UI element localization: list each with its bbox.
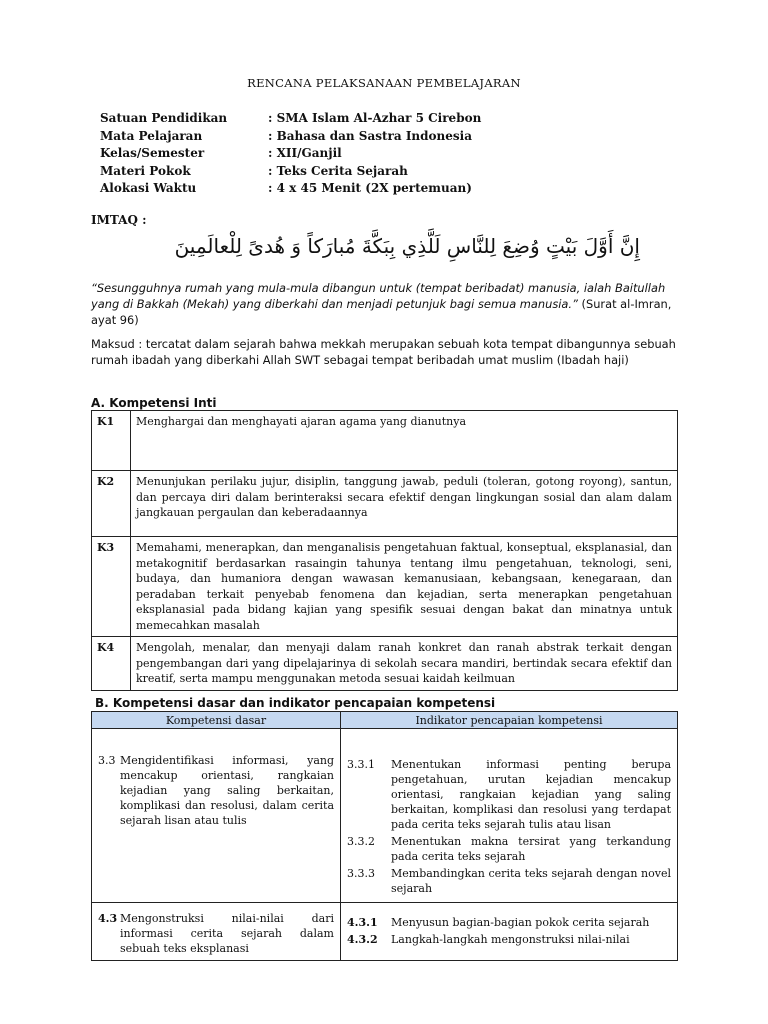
indicator-item [347, 932, 671, 947]
indicator-number: 3.3.2 [347, 835, 375, 848]
imtaq-label: IMTAQ : [91, 213, 147, 227]
ki-code: K4 [92, 637, 131, 691]
table-row [92, 903, 678, 961]
meta-row [100, 164, 481, 182]
table-header-row [92, 712, 678, 729]
arabic-verse: إِنَّ أَوَّلَ بَيْتٍ وُضِعَ لِلنَّاسِ لَلَّذِي بِبَكَّةَ مُبارَكاً وَ هُدىً لِلْعالَمِينَ [174, 234, 640, 258]
meta-label: Mata Pelajaran [100, 128, 203, 143]
indicator-cell [341, 729, 678, 903]
meta-value: : 4 x 45 Menit (2X pertemuan) [268, 181, 472, 195]
meta-value: : XII/Ganjil [268, 146, 342, 160]
indicator-item [347, 915, 671, 930]
meta-value: : Teks Cerita Sejarah [268, 163, 408, 178]
indicator-item [347, 757, 671, 832]
ki-code: K3 [92, 537, 131, 637]
indicator-item [347, 866, 671, 896]
kd-text: Mengonstruksi nilai-nilai dari informasi cerita sejarah dalam sebuah teks eksplanasi [120, 912, 334, 955]
kompetensi-inti-table [91, 410, 678, 691]
ki-text: Menunjukan perilaku jujur, disiplin, tanggung jawab, peduli (toleran, gotong royong), santun, dan percaya diri dalam berinteraksi secara efektif dengan lingkungan sosial dan alam dalam jangkauan pergaulan dan keberadaannya [131, 471, 678, 537]
meta-row [100, 146, 481, 164]
meta-label: Kelas/Semester [100, 146, 205, 160]
meta-row [100, 129, 481, 147]
indicator-text: Menentukan informasi penting berupa pengetahuan, urutan kejadian mencakup orientasi, rangkaian kejadian yang saling berkaitan, komplikasi dan resolusi yang terdapat pada cerita teks sejarah tulis atau lisan [391, 758, 671, 831]
indicator-item [347, 834, 671, 864]
verse-translation [91, 280, 681, 328]
maksud-paragraph: Maksud : tercatat dalam sejarah bahwa mekkah merupakan sebuah kota tempat dibangunnya sebuah rumah ibadah yang diberkahi Allah SWT sebagai tempat beribadah umat muslim (Ibadah haji) [91, 337, 676, 367]
kd-item [98, 911, 334, 956]
section-b-heading: B. Kompetensi dasar dan indikator pencapaian kompetensi [95, 696, 496, 710]
meta-value: : SMA Islam Al-Azhar 5 Cirebon [268, 111, 482, 125]
table-row [92, 471, 678, 537]
indicator-cell [341, 903, 678, 961]
ki-text: Memahami, menerapkan, dan menganalisis pengetahuan faktual, konseptual, eksplanasial, dan metakognitif berdasarkan rasaingin tahunya tentang ilmu pengetahuan, teknologi, seni, budaya, dan humaniora dengan wawasan kemanusiaan, kebangsaan, kenegaraan, dan peradaban terkait penyebab fenomena dan kejadian, serta menerapkan pengetahuan eksplanasial pada bidang kajian yang spesifik sesuai dengan bakat dan minatnya untuk memecahkan masalah [131, 537, 678, 637]
document-title: RENCANA PELAKSANAAN PEMBELAJARAN [247, 76, 521, 90]
identity-block [100, 111, 481, 199]
indicator-number: 4.3.2 [347, 933, 378, 946]
indicator-number: 3.3.1 [347, 758, 375, 771]
meta-label: Alokasi Waktu [100, 181, 197, 195]
indicator-number: 4.3.1 [347, 916, 378, 929]
ki-text: Mengolah, menalar, dan menyaji dalam ranah konkret dan ranah abstrak terkait dengan pengembangan dari yang dipelajarinya di sekolah secara mandiri, bertindak secara efektif dan kreatif, serta mampu menggunakan metoda sesuai kaidah keilmuan [131, 637, 678, 691]
table-row [92, 411, 678, 471]
meta-value: : Bahasa dan Sastra Indonesia [268, 128, 472, 143]
indicator-text: Langkah-langkah mengonstruksi nilai-nilai [391, 933, 630, 946]
kd-number: 4.3 [98, 912, 118, 925]
quote-source: (Surat al-Imran, ayat 96) [91, 297, 672, 327]
meta-row [100, 111, 481, 129]
kd-text: Mengidentifikasi informasi, yang mencakup orientasi, rangkaian kejadian yang saling berkaitan, komplikasi dan resolusi, dalam cerita sejarah lisan atau tulis [120, 754, 334, 827]
column-header: Indikator pencapaian kompetensi [341, 712, 678, 729]
ki-text: Menghargai dan menghayati ajaran agama yang dianutnya [131, 411, 678, 471]
quote-text: “Sesungguhnya rumah yang mula-mula dibangun untuk (tempat beribadat) manusia, ialah Baitullah yang di Bakkah (Mekah) yang diberkahi dan menjadi petunjuk bagi semua manusia.” [91, 281, 666, 311]
meta-row [100, 181, 481, 199]
table-row [92, 729, 678, 903]
ki-code: K2 [92, 471, 131, 537]
table-row [92, 637, 678, 691]
kd-cell [92, 729, 341, 903]
section-a-heading: A. Kompetensi Inti [91, 396, 217, 410]
column-header: Kompetensi dasar [92, 712, 341, 729]
meta-label: Materi Pokok [100, 163, 191, 178]
indicator-text: Menyusun bagian-bagian pokok cerita sejarah [391, 916, 650, 929]
kompetensi-dasar-table [91, 711, 678, 961]
indicator-text: Membandingkan cerita teks sejarah dengan novel sejarah [391, 867, 671, 895]
table-row [92, 537, 678, 637]
kd-number: 3.3 [98, 754, 116, 767]
indicator-text: Menentukan makna tersirat yang terkandung pada cerita teks sejarah [391, 835, 671, 863]
meta-label: Satuan Pendidikan [100, 111, 228, 125]
indicator-number: 3.3.3 [347, 867, 375, 880]
kd-item [98, 753, 334, 828]
ki-code: K1 [92, 411, 131, 471]
kd-cell [92, 903, 341, 961]
